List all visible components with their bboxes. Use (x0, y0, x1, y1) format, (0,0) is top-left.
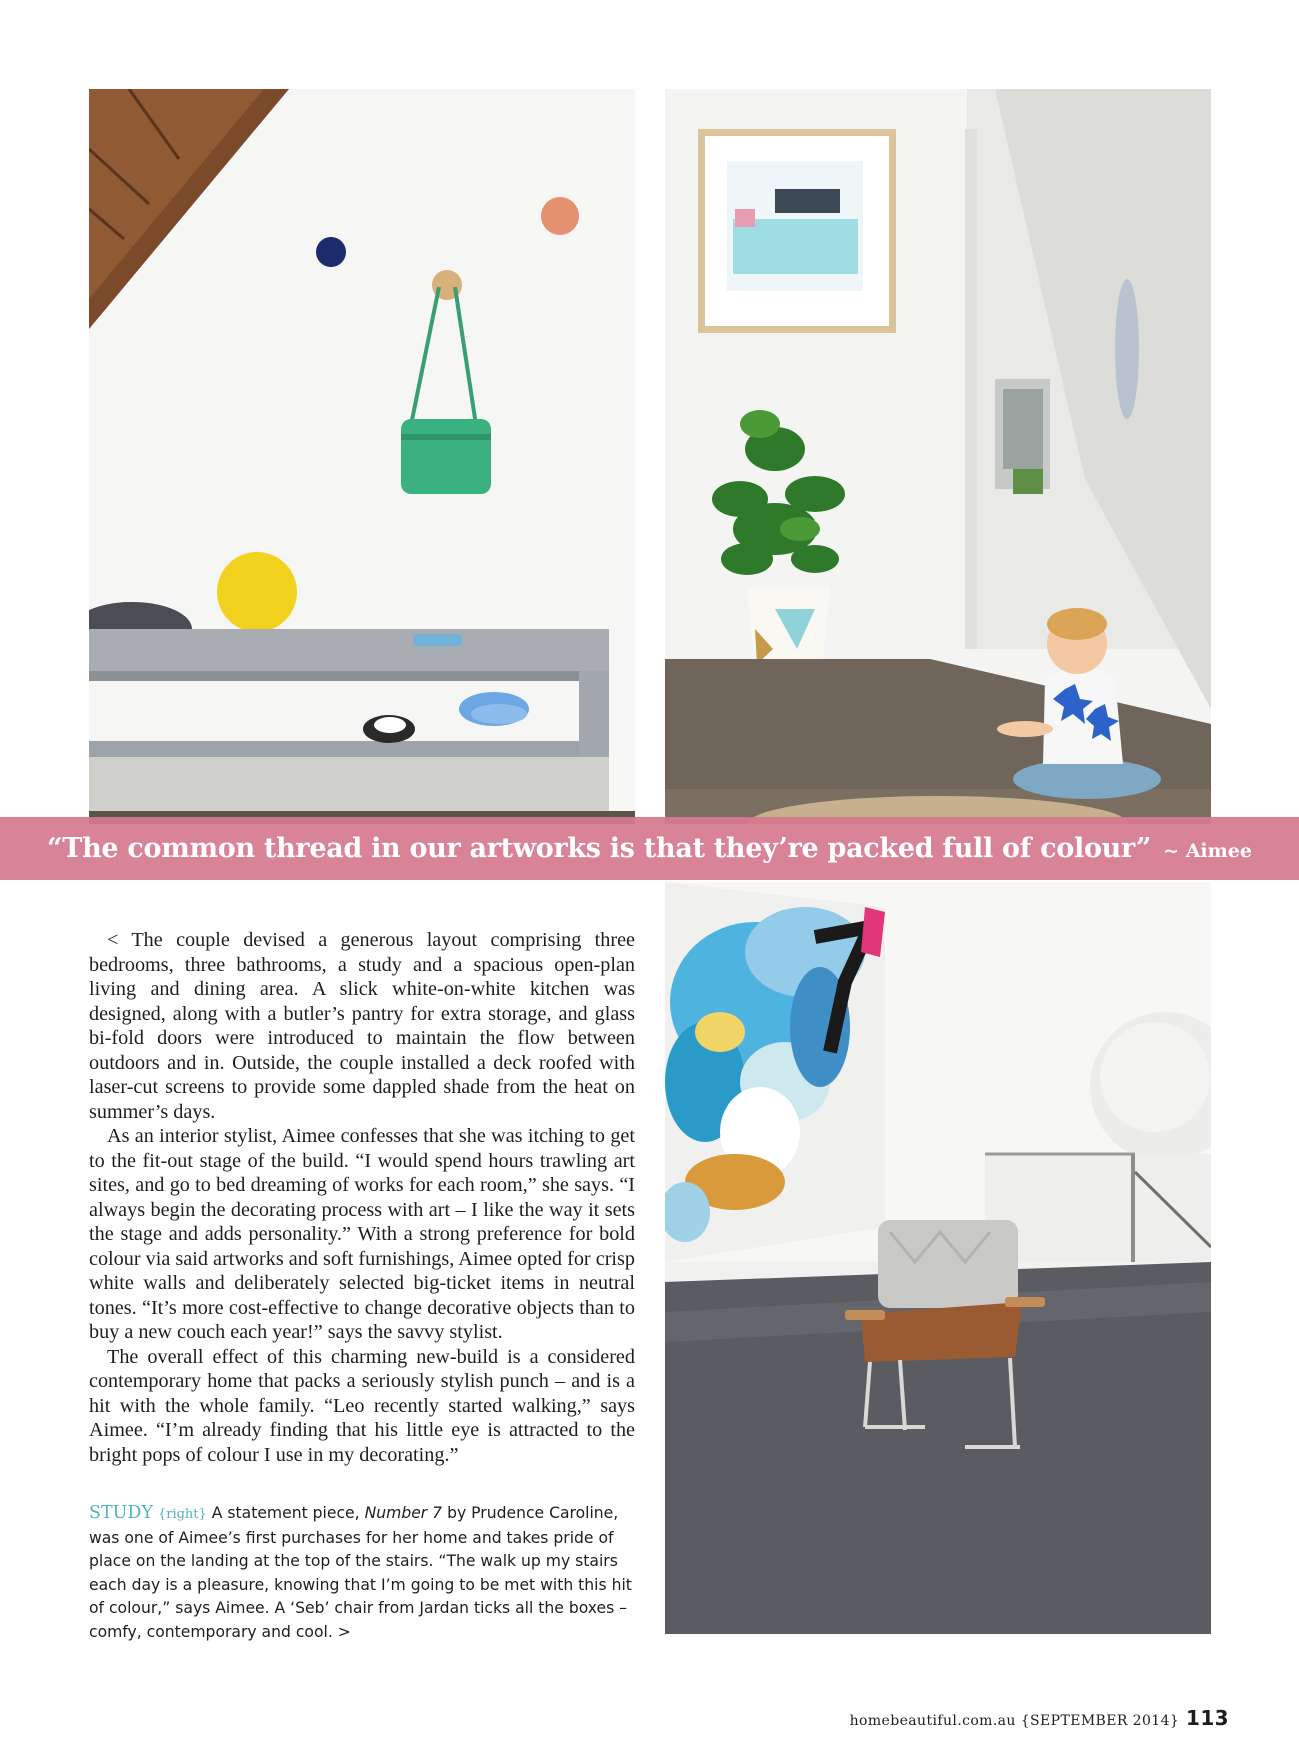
article-paragraph: < The couple devised a generous layout comprising three bedrooms, three bathrooms, a study and a spacious open-plan living and dining area. A slick white-on-white kitchen was designed, along with a butler’s pantry for extra storage, and glass bi-fold doors were introduced to maintain the flow between outdoors and in. Outside, the couple installed a deck roofed with laser-cut screens to provide some dappled shade from the heat on summer’s days. (89, 929, 635, 1123)
article-paragraph: The overall effect of this charming new-build is a considered contemporary home that packs a seriously stylish punch – and is a hit with the whole family. “Leo recently started walking,” says Aimee. “I’m already finding that his little eye is attracted to the bright pops of colour I use in my decorating.” (89, 1345, 635, 1466)
photo-caption (89, 1502, 635, 1645)
hallway-photo (665, 89, 1211, 824)
caption-text-before: A statement piece, (211, 1504, 360, 1522)
article-paragraph: As an interior stylist, Aimee confesses that she was itching to get to the fit-out stage of the build. “I would spend hours trawling art sites, and go to bed dreaming of works for each room,” she says. “I always begin the decorating process with art – I like the way it sets the stage and adds personality.” With a strong preference for bold colour via said artworks and soft furnishings, Aimee opted for crisp white walls and deliberately selected big-ticket items in neutral tones. “It’s more cost-effective to change decorative objects than to buy a new couch each year!” says the savvy stylist. (89, 1125, 635, 1343)
study-photo (665, 882, 1211, 1634)
page-number: 113 (1186, 1706, 1229, 1730)
footer-issue: {SEPTEMBER 2014} (1020, 1713, 1180, 1729)
pull-quote-attribution: ~ Aimee (1163, 839, 1252, 862)
caption-direction: {right} (157, 1507, 207, 1522)
pull-quote-band (0, 817, 1299, 880)
caption-text-after: by Prudence Caroline, was one of Aimee’s first purchases for her home and takes pride of place on the landing at the top of the stairs. “The walk up my stairs each day is a pleasure, knowing that I’m going to be met with this hit of colour,” says Aimee. A ‘Seb’ chair from Jardan ticks all the boxes – comfy, contemporary and cool. > (89, 1504, 632, 1641)
pull-quote-text: “The common thread in our artworks is that they’re packed full of colour” (47, 833, 1152, 864)
page-footer (850, 1706, 1229, 1730)
footer-website: homebeautiful.com.au (849, 1713, 1016, 1729)
caption-artwork-title: Number 7 (364, 1504, 443, 1522)
caption-heading: STUDY (89, 1503, 153, 1523)
article-body (89, 928, 635, 1467)
entry-bench-photo (89, 89, 635, 824)
